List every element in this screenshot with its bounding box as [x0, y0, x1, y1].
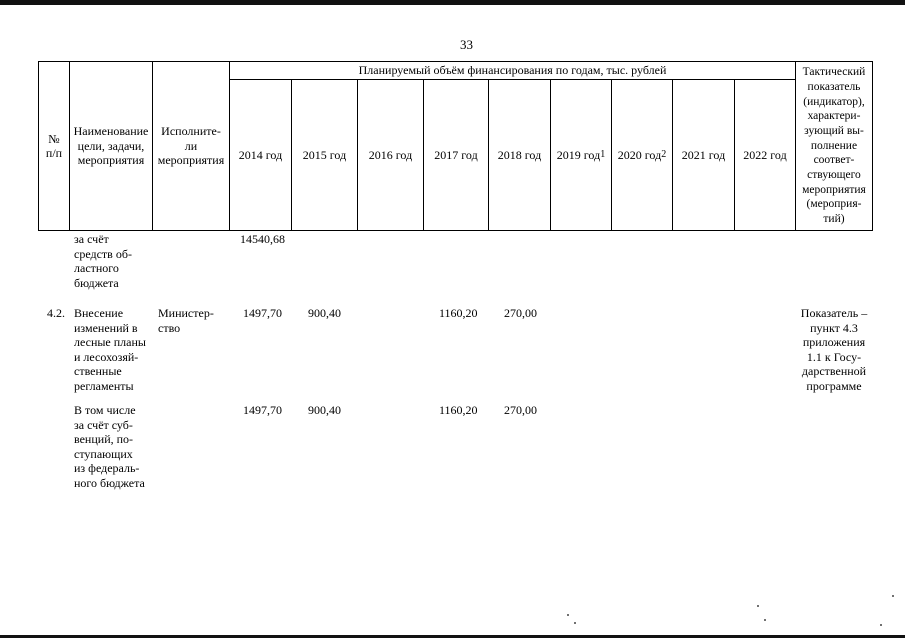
scan-speck	[880, 624, 882, 626]
header-col-executor: Исполните- ли мероприятия	[157, 124, 225, 168]
header-financing-title: Планируемый объём финансирования по годам, тыс. рублей	[358, 63, 667, 78]
row-1-executor: Министер- ство	[158, 306, 214, 335]
row-1-value-2017: 1160,20	[439, 306, 478, 320]
header-year-2019: 2019 год 1	[556, 147, 606, 162]
footnote-marker: 1	[600, 148, 606, 160]
row-2-value-2018: 270,00	[504, 403, 537, 417]
header-year-2018: 2018 год	[497, 147, 542, 162]
header-year-2021: 2021 год	[681, 147, 726, 162]
header-year-2020: 2020 год 2	[617, 147, 667, 162]
header-year-2014: 2014 год	[238, 147, 283, 162]
top-scan-edge	[0, 0, 905, 5]
page-number: 33	[460, 37, 473, 52]
header-col-number: № п/п	[45, 131, 63, 160]
header-year-2017: 2017 год	[434, 147, 478, 162]
header-col-indicator: Тактический показатель (индикатор), характери- зующий вы- полнение соответ- ствующего мероприятия (мероприя- тий)	[802, 66, 866, 226]
scan-speck	[764, 619, 766, 621]
row-2-value-2014: 1497,70	[243, 403, 282, 417]
scan-speck	[757, 605, 759, 607]
header-year-2016: 2016 год	[368, 147, 413, 162]
header-year-2015: 2015 год	[302, 147, 347, 162]
scan-speck	[567, 614, 569, 616]
header-year-2022: 2022 год	[743, 147, 787, 162]
bottom-scan-edge	[0, 635, 905, 638]
row-2-value-2017: 1160,20	[439, 403, 478, 417]
row-0-name: за счёт средств об- ластного бюджета	[74, 232, 132, 290]
row-2-value-2015: 900,40	[308, 403, 341, 417]
row-1-value-2015: 900,40	[308, 306, 341, 320]
header-col-name: Наименование цели, задачи, мероприятия	[73, 124, 149, 168]
row-1-indicator: Показатель – пункт 4.3 приложения 1.1 к Госу- дарственной программе	[800, 306, 868, 393]
row-1-value-2018: 270,00	[504, 306, 537, 320]
row-1-value-2014: 1497,70	[243, 306, 282, 320]
footnote-marker: 2	[661, 148, 667, 160]
row-1-number: 4.2.	[47, 306, 65, 320]
row-2-name: В том числе за счёт суб- венций, по- ступающих из федераль- ного бюджета	[74, 403, 145, 490]
row-0-value-2014: 14540,68	[240, 232, 285, 246]
row-1-name: Внесение изменений в лесные планы и лесохозяй- ственные регламенты	[74, 306, 146, 393]
scan-speck	[574, 622, 576, 624]
table-header	[38, 61, 873, 231]
scan-speck	[892, 595, 894, 597]
